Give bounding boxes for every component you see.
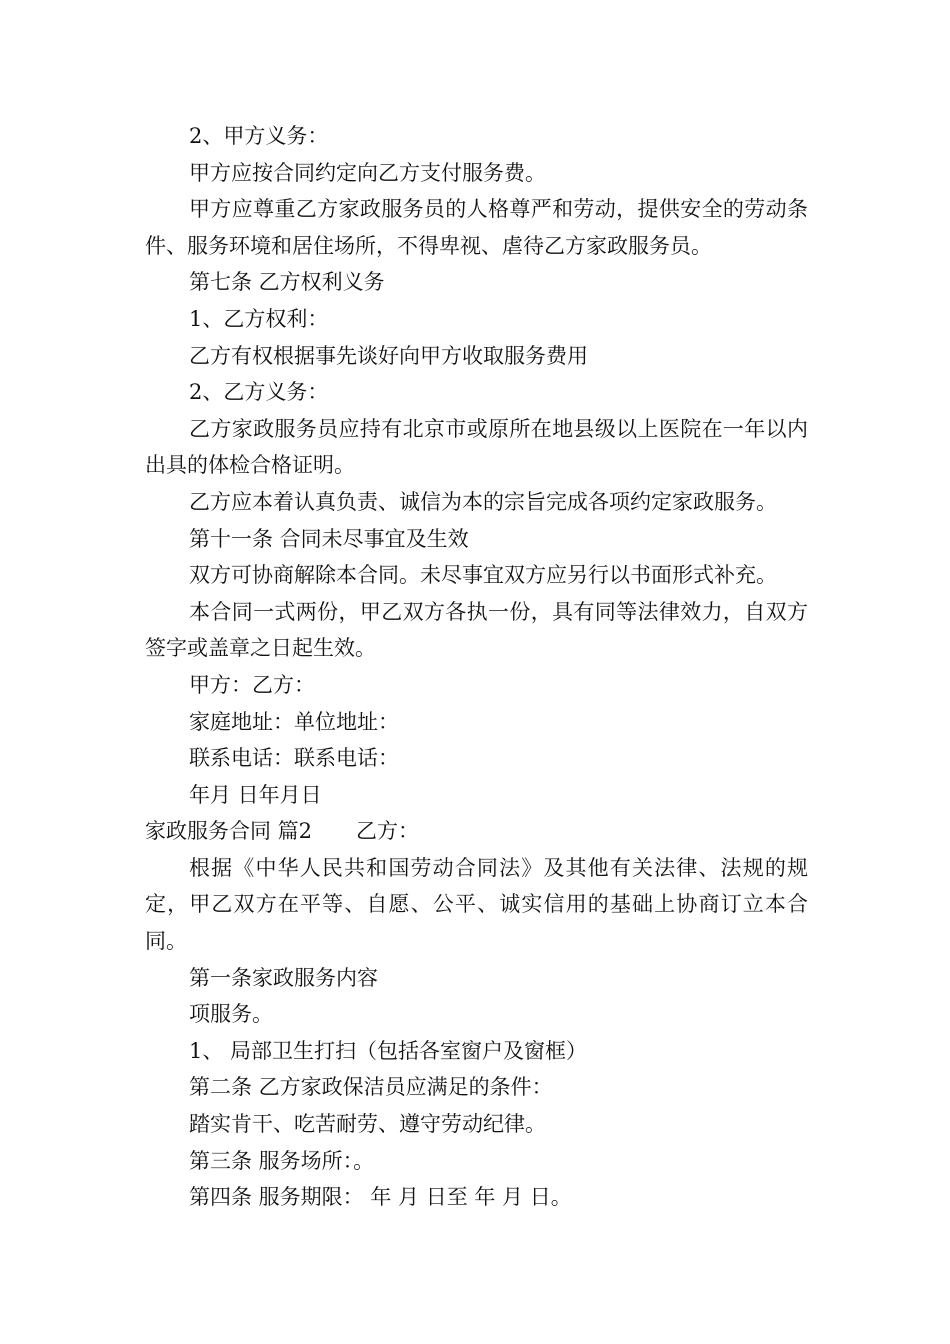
paragraph-line: 第三条 服务场所：。 xyxy=(189,1148,375,1173)
paragraph-line: 甲方应按合同约定向乙方支付服务费。 xyxy=(189,160,546,185)
contract-section-1 xyxy=(145,118,808,813)
paragraph-line: 年月 日年月日 xyxy=(189,782,322,807)
section-party-label: 乙方： xyxy=(356,819,420,844)
paragraph-line: 联系电话：联系电话： xyxy=(189,746,399,771)
paragraph-line: 双方可协商解除本合同。未尽事宜双方应另行以书面形式补充。 xyxy=(189,563,777,588)
paragraph-line: 家庭地址：单位地址： xyxy=(189,709,399,734)
paragraph-line: 第十一条 合同未尽事宜及生效 xyxy=(189,526,469,551)
paragraph-line: 根据《中华人民共和国劳动合同法》及其他有关法律、法规的规定，甲乙双方在平等、自愿、公平、诚实信用的基础上协商订立本合同。 xyxy=(145,855,808,954)
paragraph-line: 乙方家政服务员应持有北京市或原所在地县级以上医院在一年以内出具的体检合格证明。 xyxy=(145,416,808,478)
section-title: 家政服务合同 篇2 xyxy=(145,819,313,844)
paragraph-line: 第四条 服务期限： 年 月 日至 年 月 日。 xyxy=(189,1185,572,1210)
paragraph-line: 本合同一式两份，甲乙双方各执一份，具有同等法律效力，自双方签字或盖章之日起生效。 xyxy=(145,599,808,661)
paragraph-line: 第七条 乙方权利义务 xyxy=(189,270,385,295)
section-heading xyxy=(145,813,808,850)
paragraph-line: 乙方有权根据事先谈好向甲方收取服务费用 xyxy=(189,343,588,368)
paragraph-line: 甲方应尊重乙方家政服务员的人格尊严和劳动，提供安全的劳动条件、服务环境和居住场所，不得卑视、虐待乙方家政服务员。 xyxy=(145,197,808,258)
paragraph-line: 乙方应本着认真负责、诚信为本的宗旨完成各项约定家政服务。 xyxy=(189,489,777,514)
paragraph-line: 甲方：乙方： xyxy=(189,672,315,697)
paragraph-line: 第一条家政服务内容 xyxy=(189,965,378,990)
contract-section-2 xyxy=(145,850,808,1216)
paragraph-line: 1、乙方权利： xyxy=(189,306,329,331)
paragraph-line: 项服务。 xyxy=(189,1002,273,1027)
paragraph-line: 踏实肯干、吃苦耐劳、遵守劳动纪律。 xyxy=(189,1112,546,1137)
paragraph-line: 2、甲方义务： xyxy=(189,124,329,148)
paragraph-line: 1、 局部卫生打扫（包括各室窗户及窗框） xyxy=(189,1038,588,1063)
paragraph-line: 2、乙方义务： xyxy=(189,380,329,405)
paragraph-line: 第二条 乙方家政保洁员应满足的条件： xyxy=(189,1075,553,1100)
